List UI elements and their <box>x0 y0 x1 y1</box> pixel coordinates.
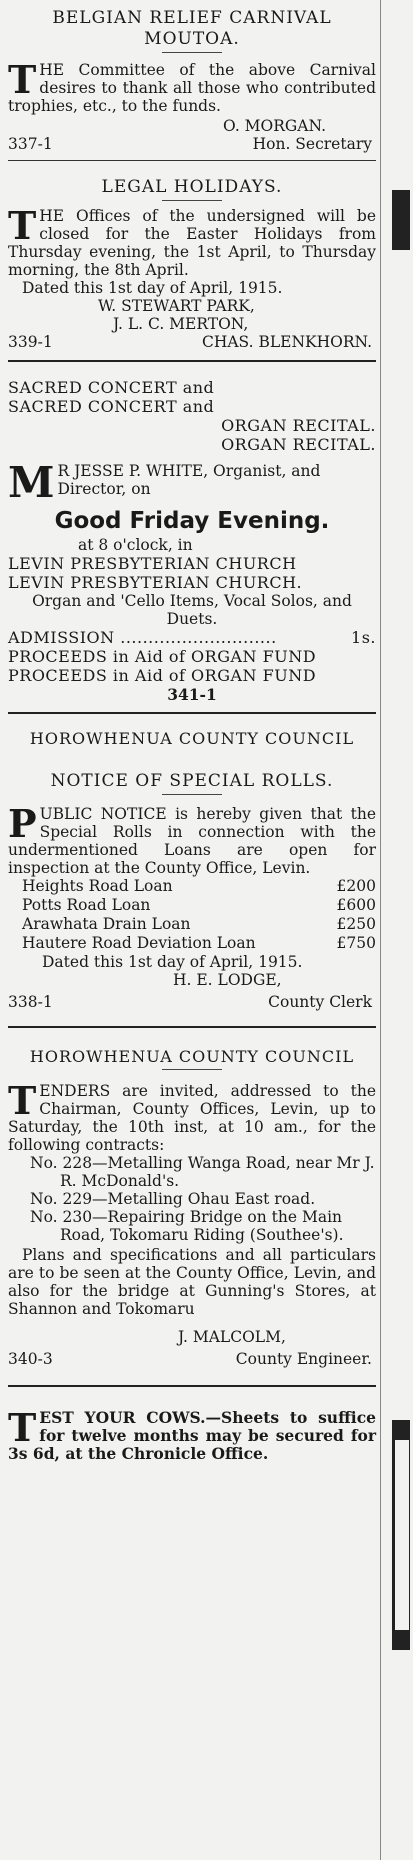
ad-tenders <box>8 1032 376 1369</box>
signatory-role: County Clerk <box>268 993 372 1011</box>
signatory: J. MALCOLM, <box>178 1328 286 1346</box>
admission-row <box>8 628 376 647</box>
loan-row <box>8 934 376 953</box>
concert-line: SACRED CONCERT and <box>8 397 215 416</box>
divider <box>162 200 222 201</box>
ad-title: MOUTOA. <box>144 29 240 49</box>
ad-body <box>8 203 376 279</box>
drop-cap: T <box>8 57 37 102</box>
plans-text: Plans and specifications and all particulars are to be seen at the County Office, Levin, and also for the bridge at Gunning's Stores, at Shannon and Tokomaru <box>8 1246 376 1318</box>
signatory-role: County Engineer. <box>235 1350 372 1368</box>
concert-items: Organ and 'Cello Items, Vocal Solos, and Duets. <box>32 592 352 628</box>
drop-cap: M <box>8 458 55 507</box>
adjacent-column-edge <box>392 190 410 250</box>
concert-line: ORGAN RECITAL. <box>221 416 376 435</box>
ad-text: ENDERS are invited, addressed to the Chairman, County Offices, Levin, up to Saturday, the 10th inst, at 10 am., for the following contracts: <box>8 1082 376 1154</box>
signatory: W. STEWART PARK, <box>98 297 255 315</box>
loan-name: Potts Road Loan <box>22 896 151 914</box>
concert-line: ORGAN RECITAL. <box>221 435 376 454</box>
council-name: HOROWHENUA COUNTY COUNCIL <box>29 729 355 748</box>
concert-time: at 8 o'clock, in <box>78 536 193 554</box>
ad-title: LEGAL HOLIDAYS. <box>101 177 283 197</box>
divider <box>8 160 376 161</box>
loan-name: Hautere Road Deviation Loan <box>22 934 256 952</box>
signatory-role: Hon. Secretary <box>252 135 372 153</box>
loan-amount: £250 <box>336 915 376 933</box>
admission-price: 1s. <box>351 628 376 647</box>
divider <box>162 52 222 53</box>
admission-label: ADMISSION ............................ <box>8 628 277 647</box>
ad-text: HE Offices of the undersigned will be closed for the Easter Holidays from Thursday evening, the 1st April, to Thursday morning, the 8th April. <box>8 207 376 279</box>
ad-title: NOTICE OF SPECIAL ROLLS. <box>50 771 334 791</box>
proceeds-line: PROCEEDS in Aid of ORGAN FUND <box>8 647 317 666</box>
divider <box>162 1069 222 1070</box>
ref-row <box>8 1350 376 1369</box>
ad-special-rolls <box>8 718 376 1012</box>
ad-text: UBLIC NOTICE is hereby given that the Special Rolls in connection with the undermentioned Loans are open for inspection at the County Office, Levin. <box>8 805 376 877</box>
advertisement-column <box>8 0 376 1463</box>
loan-amount: £600 <box>336 896 376 914</box>
loan-amount: £750 <box>336 934 376 952</box>
signatory: CHAS. BLENKHORN. <box>201 333 372 351</box>
ref-number: 340-3 <box>8 1350 53 1368</box>
concert-line: SACRED CONCERT and <box>8 378 215 397</box>
loan-row <box>8 877 376 896</box>
divider <box>8 360 376 362</box>
drop-cap: T <box>8 1078 37 1123</box>
ad-body <box>8 57 376 115</box>
ad-body <box>8 1405 376 1463</box>
divider <box>8 1026 376 1028</box>
ref-number: 339-1 <box>8 333 53 351</box>
ref-number: 338-1 <box>8 993 53 1011</box>
ref-number: 337-1 <box>8 135 53 153</box>
drop-cap: P <box>8 801 37 846</box>
proceeds-line: PROCEEDS in Aid of ORGAN FUND <box>8 666 317 685</box>
signatory: H. E. LODGE, <box>173 971 282 989</box>
loan-name: Arawhata Drain Loan <box>22 915 191 933</box>
ref-row <box>8 993 376 1012</box>
loan-amount: £200 <box>336 877 376 895</box>
ad-test-your-cows <box>8 1391 376 1463</box>
divider <box>162 794 222 795</box>
council-name: HOROWHENUA COUNTY COUNCIL <box>29 1047 355 1066</box>
ad-body <box>8 801 376 877</box>
ad-legal-holidays <box>8 163 376 352</box>
divider <box>8 712 376 714</box>
drop-cap: T <box>8 203 37 248</box>
ref-row <box>8 333 376 352</box>
ad-text: R JESSE P. WHITE, Organist, and Director, on <box>57 462 321 498</box>
dated-line: Dated this 1st day of April, 1915. <box>42 953 303 971</box>
ad-text: EST YOUR COWS.—Sheets to suffice for twelve months may be secured for 3s 6d, at the Chronicle Office. <box>8 1408 376 1463</box>
ref-number: 341-1 <box>167 685 217 704</box>
drop-cap: T <box>8 1405 37 1450</box>
church-name: LEVIN PRESBYTERIAN CHURCH <box>8 554 297 573</box>
ref-row <box>8 135 376 154</box>
contract-item: No. 230—Repairing Bridge on the Main Road, Tokomaru Riding (Southee's). <box>30 1208 344 1244</box>
dated-line: Dated this 1st day of April, 1915. <box>22 279 283 297</box>
ad-body <box>8 1078 376 1154</box>
ad-belgian-relief <box>8 0 376 154</box>
loan-row <box>8 896 376 915</box>
concert-headline: Good Friday Evening. <box>54 508 330 534</box>
ad-text: HE Committee of the above Carnival desires to thank all those who contributed trophies, etc., to the funds. <box>8 61 376 115</box>
divider <box>8 1385 376 1387</box>
column-rule <box>380 0 381 1860</box>
contract-item: No. 228—Metalling Wanga Road, near Mr J. R. McDonald's. <box>30 1154 375 1190</box>
loan-name: Heights Road Loan <box>22 877 173 895</box>
loan-row <box>8 915 376 934</box>
signatory: J. L. C. MERTON, <box>113 315 249 333</box>
adjacent-column-gap <box>395 1440 409 1630</box>
church-name: LEVIN PRESBYTERIAN CHURCH. <box>8 573 303 592</box>
contract-item: No. 229—Metalling Ohau East road. <box>30 1190 316 1208</box>
ad-title: BELGIAN RELIEF CARNIVAL <box>52 8 332 28</box>
ad-body <box>8 458 376 507</box>
signatory: O. MORGAN. <box>223 117 326 135</box>
ad-sacred-concert <box>8 366 376 704</box>
